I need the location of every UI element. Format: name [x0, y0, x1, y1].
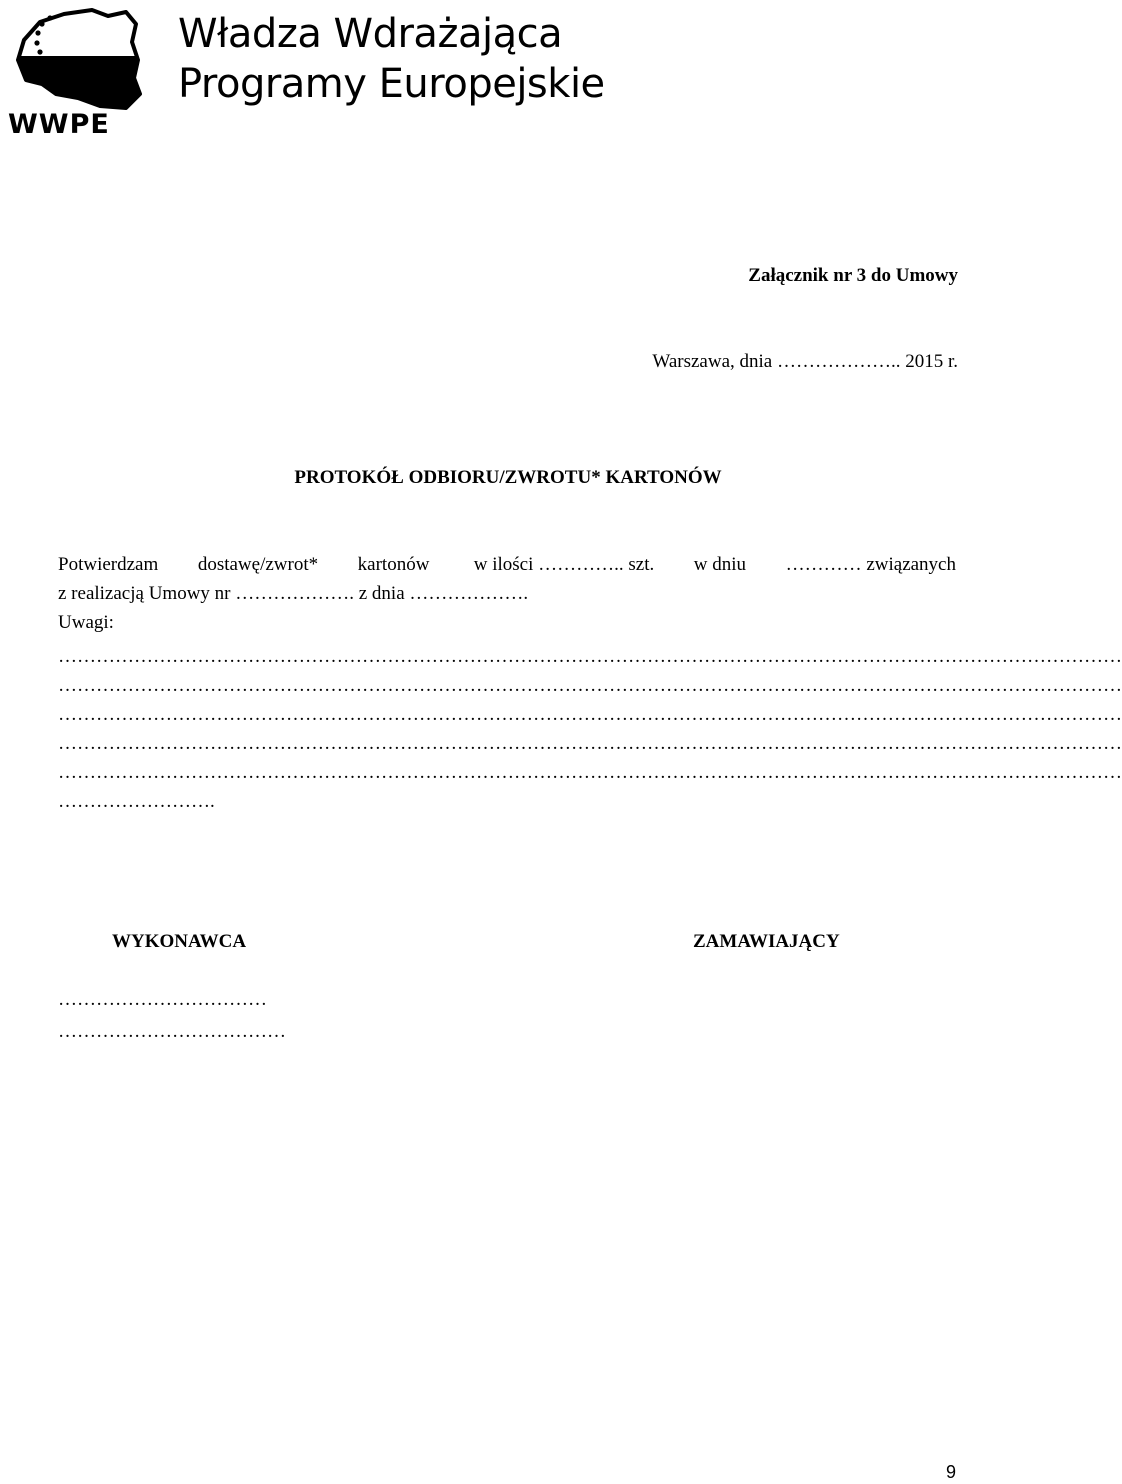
remarks-line: ……………………………………………………………………………………………………………………………………………………: [58, 646, 1122, 667]
confirmation-word: Potwierdzam: [58, 554, 159, 575]
confirmation-text-line1: [58, 554, 956, 576]
document-title: PROTOKÓŁ ODBIORU/ZWROTU* KARTONÓW: [294, 467, 722, 488]
contractor-label: WYKONAWCA: [112, 931, 247, 952]
remarks-line: ……………………………………………………………………………………………………………………………………………………: [58, 733, 1122, 754]
annex-label: Załącznik nr 3 do Umowy: [748, 265, 958, 286]
quantity-blank: w ilości ………….. szt.: [468, 554, 655, 575]
page-number: 9: [945, 1462, 956, 1482]
date-blank: ………… związanych: [785, 554, 956, 575]
confirmation-word: w dniu: [693, 554, 747, 575]
orderer-signature-line: ………………………………: [58, 1021, 286, 1042]
confirmation-text-line2: z realizacją Umowy nr ………………. z dnia ……………….: [58, 583, 529, 604]
wwpe-logo: [4, 2, 604, 142]
logo-abbreviation: WWPE: [8, 109, 110, 140]
contractor-signature-line: ……………………………: [58, 989, 267, 1010]
confirmation-word: kartonów: [357, 554, 430, 575]
remarks-label: Uwagi:: [58, 612, 114, 633]
place-date: Warszawa, dnia ……………….. 2015 r.: [652, 351, 958, 372]
remarks-line: ……………………………………………………………………………………………………………………………………………………: [58, 675, 1122, 696]
remarks-line: ……………………………………………………………………………………………………………………………………………………: [58, 704, 1122, 725]
confirmation-word: dostawę/zwrot*: [197, 554, 319, 575]
logo-name-line1: Władza Wdrażająca: [178, 11, 563, 57]
remarks-line: …………………….: [58, 791, 215, 812]
logo-name-line2: Programy Europejskie: [178, 61, 605, 107]
orderer-label: ZAMAWIAJĄCY: [693, 931, 840, 952]
remarks-line: ……………………………………………………………………………………………………………………………………………………: [58, 762, 1122, 783]
